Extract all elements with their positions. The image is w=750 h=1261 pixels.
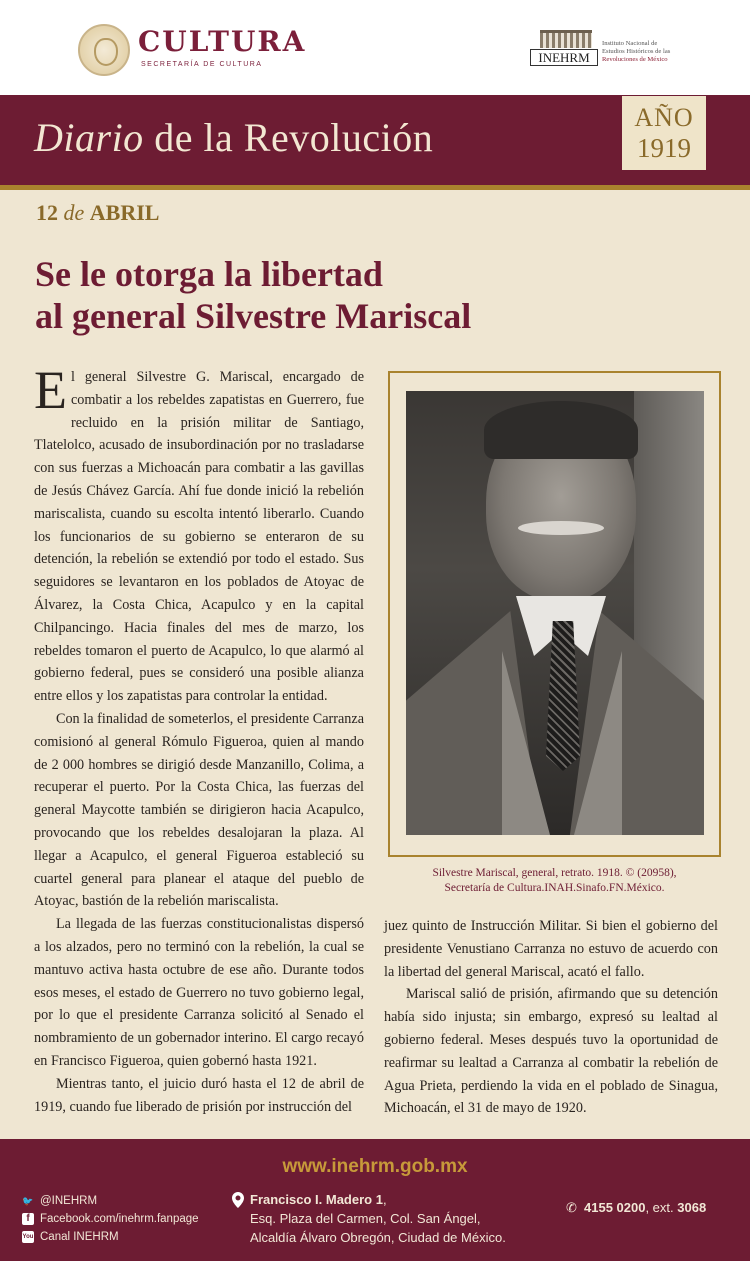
article-column-right [384,915,718,1120]
youtube-link[interactable]: You Tube Canal INEHRM [22,1231,119,1252]
year-badge [622,96,706,170]
inehrm-wordmark: INEHRM [530,49,598,66]
phone-icon: ✆ [566,1200,577,1215]
paragraph: Con la finalidad de someterlos, el presidente Carranza comisionó al general Rómulo Figueroa, quien al mando de 2 000 hombres se dirigió desde Manzanillo, Colima, a recuperar el puerto. Por la Costa Chica, las fuerzas del general Maycotte también se dirigieron hacia Acapulco, provocando que los rebeldes desalojaran la plaza. Al llegar a Acapulco, el general Figueroa estableció su cuartel general para planear el ataque del pueblo de Atoyac, bastión de la rebelión mariscalista. [34,710,364,910]
publication-title: Diario de la Revolución [34,115,434,160]
ministry-name: CULTURA [138,25,307,58]
article-column-left [34,360,364,1118]
facebook-link[interactable]: f Facebook.com/inehrm.fanpage [22,1210,199,1228]
year-label: AÑO [634,103,694,132]
website-link[interactable]: www.inehrm.gob.mx [282,1156,468,1177]
header-gold-rule [0,185,750,190]
inehrm-logo [530,30,600,66]
paragraph: La llegada de las fuerzas constitucionalistas dispersó a los alzados, pero no terminó con la rebelión, la cual se mantuvo activa hasta octubre de ese año. Durante todos esos meses, el estado de Guerrero no tuvo gobierno legal, por lo que el presidente Carranza solicitó al Senado el nombramiento de un gobernador interino. El cargo recayó en Francisco Figueroa, quien gobernó hasta 1921. [34,916,364,1069]
photo-caption: Silvestre Mariscal, general, retrato. 1918. © (20958), Secretaría de Cultura.INAH.Sinafo.FN.México. [432,867,677,894]
paragraph: El general Silvestre G. Mariscal, encargado de combatir a los rebeldes zapatistas en Guerrero, fue recluido en la prisión militar de Santiago, Tlatelolco, acusado de insubordinación por no trasladarse con sus fuerzas a Michoacán para combatir a las gavillas de Jesús Chávez García. Ahí fue donde inició la rebelión mariscalista, cuando su escolta intentó liberarlo. Cuando los funcionarios de su gobierno se enteraron de su detención, la rebelión se extendió por todo el estado. Sus seguidores se levantaron en los poblados de Atoyac de Álvarez, la Costa Chica, Acapulco y en la capital Chilpancingo. Hacia finales del mes de marzo, los rebeldes tomaron el puerto de Acapulco, lo que alarmó al gobierno federal, pues se consideró una posible alianza entre ellos y los zapatistas para controlar la entidad. [34,360,364,705]
twitter-link[interactable]: 🐦 @INEHRM [22,1195,98,1207]
headline: Se le otorga la libertad al general Silvestre Mariscal [35,254,472,336]
ministry-subtitle: SECRETARÍA DE CULTURA [141,61,263,68]
paragraph: Mariscal salió de prisión, afirmando que su detención había sido injusta; sin embargo, expresó su lealtad al gobierno federal. Meses después tuvo la oportunidad de reafirmar su lealtad a Carranza al combatir la rebelión de Agua Prieta, perdiendo la vida en el poblado de Sinagua, Michoacán, el 31 de mayo de 1920. [384,986,718,1117]
mexico-seal-icon [78,24,130,76]
building-icon [540,30,592,48]
photo-frame [388,371,721,857]
youtube-icon: You Tube [22,1231,34,1243]
twitter-icon: 🐦 [22,1196,34,1206]
facebook-icon: f [22,1213,34,1225]
drop-cap: E [34,360,67,420]
social-links [22,1192,199,1252]
paragraph: juez quinto de Instrucción Militar. Si bien el gobierno del presidente Venustiano Carranza no estuvo de acuerdo con la libertad del general Mariscal, acató el fallo. [384,918,718,980]
paragraph: Mientras tanto, el juicio duró hasta el 12 de abril de 1919, cuando fue liberado de prisión por instrucción del [34,1075,364,1115]
portrait-photo [406,391,704,835]
phone[interactable]: ✆ 4155 0200, ext. 3068 [566,1200,707,1215]
address: Francisco I. Madero 1, Esq. Plaza del Carmen, Col. San Ángel, Alcaldía Álvaro Obregón, Ciudad de México. [250,1190,506,1247]
location-pin-icon [232,1192,244,1208]
inehrm-caption: Instituto Nacional de Estudios Históricos de las Revoluciones de México [602,40,671,63]
year-value: 1919 [637,133,691,163]
logo-bar [0,0,750,95]
issue-date: 12 de ABRIL [36,200,160,225]
